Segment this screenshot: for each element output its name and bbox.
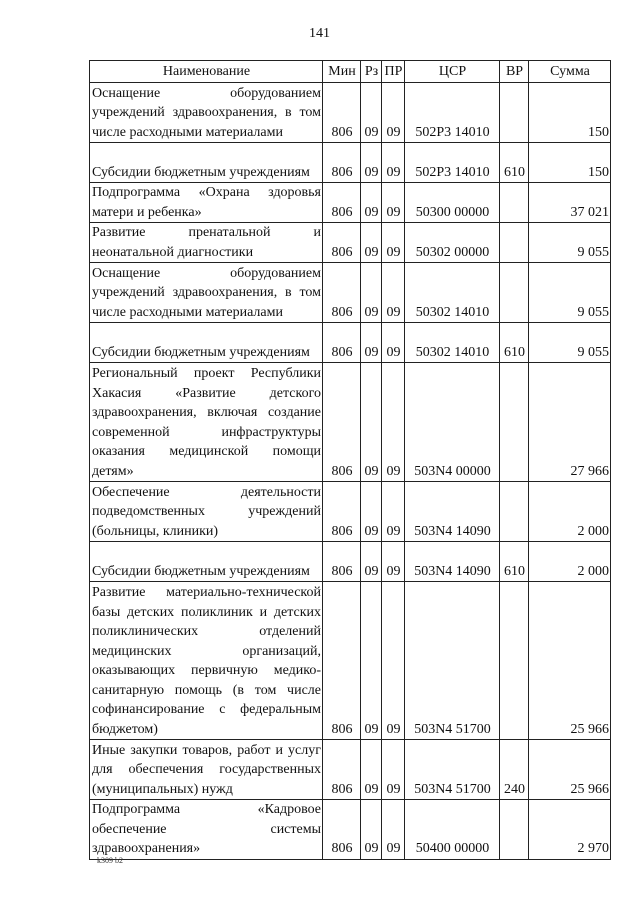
cell-pr: 09 bbox=[382, 183, 405, 223]
header-rz: Рз bbox=[361, 61, 382, 83]
cell-vr: 610 bbox=[500, 143, 529, 183]
cell-csr: 50302 14010 bbox=[405, 323, 500, 363]
cell-name: Субсидии бюджетным учреждениям bbox=[90, 143, 323, 183]
cell-rz: 09 bbox=[361, 363, 382, 482]
cell-vr bbox=[500, 183, 529, 223]
header-name: Наименование bbox=[90, 61, 323, 83]
cell-sum: 27 966 bbox=[529, 363, 611, 482]
table-row bbox=[90, 183, 611, 223]
cell-pr: 09 bbox=[382, 582, 405, 740]
cell-sum: 25 966 bbox=[529, 740, 611, 800]
table-row bbox=[90, 542, 611, 582]
cell-pr: 09 bbox=[382, 83, 405, 143]
cell-csr: 50300 00000 bbox=[405, 183, 500, 223]
table-row bbox=[90, 740, 611, 800]
cell-pr: 09 bbox=[382, 800, 405, 860]
table-header-row bbox=[90, 61, 611, 83]
table-row bbox=[90, 363, 611, 482]
budget-table bbox=[89, 60, 611, 860]
cell-min: 806 bbox=[323, 740, 361, 800]
cell-sum: 150 bbox=[529, 83, 611, 143]
cell-sum: 2 000 bbox=[529, 542, 611, 582]
cell-pr: 09 bbox=[382, 323, 405, 363]
cell-sum: 9 055 bbox=[529, 223, 611, 263]
header-vr: ВР bbox=[500, 61, 529, 83]
cell-rz: 09 bbox=[361, 800, 382, 860]
cell-sum: 2 000 bbox=[529, 482, 611, 542]
cell-vr bbox=[500, 263, 529, 323]
table-row bbox=[90, 143, 611, 183]
cell-rz: 09 bbox=[361, 740, 382, 800]
cell-name: Оснащение оборудованием учреждений здравоохранения, в том числе расходными материалами bbox=[90, 263, 323, 323]
cell-rz: 09 bbox=[361, 323, 382, 363]
cell-min: 806 bbox=[323, 582, 361, 740]
cell-name: Региональный проект Республики Хакасия «Развитие детского здравоохранения, включая создание современной инфраструктуры оказания медицинской помощи детям» bbox=[90, 363, 323, 482]
cell-rz: 09 bbox=[361, 582, 382, 740]
cell-name: Развитие материально-технической базы детских поликлиник и детских поликлинических отделений медицинских организаций, оказывающих первичную медико-санитарную помощь (в том числе софинансирование с федеральным бюджетом) bbox=[90, 582, 323, 740]
cell-name: Оснащение оборудованием учреждений здравоохранения, в том числе расходными материалами bbox=[90, 83, 323, 143]
cell-min: 806 bbox=[323, 83, 361, 143]
table-row bbox=[90, 323, 611, 363]
footer-code: k309 b2 bbox=[97, 856, 123, 865]
cell-sum: 9 055 bbox=[529, 263, 611, 323]
cell-rz: 09 bbox=[361, 183, 382, 223]
cell-pr: 09 bbox=[382, 740, 405, 800]
table-row bbox=[90, 263, 611, 323]
cell-name: Подпрограмма «Охрана здоровья матери и ребенка» bbox=[90, 183, 323, 223]
cell-csr: 503N4 00000 bbox=[405, 363, 500, 482]
cell-min: 806 bbox=[323, 223, 361, 263]
cell-min: 806 bbox=[323, 323, 361, 363]
cell-vr bbox=[500, 223, 529, 263]
cell-name: Субсидии бюджетным учреждениям bbox=[90, 323, 323, 363]
cell-rz: 09 bbox=[361, 223, 382, 263]
cell-sum: 2 970 bbox=[529, 800, 611, 860]
cell-rz: 09 bbox=[361, 263, 382, 323]
cell-min: 806 bbox=[323, 482, 361, 542]
cell-min: 806 bbox=[323, 183, 361, 223]
cell-rz: 09 bbox=[361, 143, 382, 183]
cell-sum: 25 966 bbox=[529, 582, 611, 740]
table-row bbox=[90, 223, 611, 263]
header-min: Мин bbox=[323, 61, 361, 83]
cell-pr: 09 bbox=[382, 223, 405, 263]
cell-min: 806 bbox=[323, 542, 361, 582]
cell-csr: 503N4 51700 bbox=[405, 740, 500, 800]
table-row bbox=[90, 482, 611, 542]
table-row bbox=[90, 83, 611, 143]
cell-vr bbox=[500, 363, 529, 482]
cell-vr bbox=[500, 800, 529, 860]
cell-sum: 37 021 bbox=[529, 183, 611, 223]
cell-name: Подпрограмма «Кадровое обеспечение системы здравоохранения» bbox=[90, 800, 323, 860]
cell-csr: 503N4 14090 bbox=[405, 542, 500, 582]
cell-min: 806 bbox=[323, 800, 361, 860]
cell-sum: 150 bbox=[529, 143, 611, 183]
cell-vr: 240 bbox=[500, 740, 529, 800]
cell-vr: 610 bbox=[500, 323, 529, 363]
cell-pr: 09 bbox=[382, 482, 405, 542]
cell-min: 806 bbox=[323, 143, 361, 183]
cell-name: Иные закупки товаров, работ и услуг для обеспечения государственных (муниципальных) нужд bbox=[90, 740, 323, 800]
header-pr: ПР bbox=[382, 61, 405, 83]
cell-vr: 610 bbox=[500, 542, 529, 582]
cell-vr bbox=[500, 582, 529, 740]
cell-name: Субсидии бюджетным учреждениям bbox=[90, 542, 323, 582]
cell-sum: 9 055 bbox=[529, 323, 611, 363]
header-sum: Сумма bbox=[529, 61, 611, 83]
table-row bbox=[90, 800, 611, 860]
cell-vr bbox=[500, 83, 529, 143]
cell-csr: 50400 00000 bbox=[405, 800, 500, 860]
cell-csr: 50302 00000 bbox=[405, 223, 500, 263]
cell-name: Обеспечение деятельности подведомственных учреждений (больницы, клиники) bbox=[90, 482, 323, 542]
cell-pr: 09 bbox=[382, 143, 405, 183]
cell-rz: 09 bbox=[361, 482, 382, 542]
cell-name: Развитие пренатальной и неонатальной диагностики bbox=[90, 223, 323, 263]
cell-csr: 502Р3 14010 bbox=[405, 143, 500, 183]
cell-pr: 09 bbox=[382, 263, 405, 323]
cell-pr: 09 bbox=[382, 542, 405, 582]
table-row bbox=[90, 582, 611, 740]
cell-rz: 09 bbox=[361, 542, 382, 582]
page-number: 141 bbox=[309, 26, 330, 41]
cell-vr bbox=[500, 482, 529, 542]
header-csr: ЦСР bbox=[405, 61, 500, 83]
cell-csr: 50302 14010 bbox=[405, 263, 500, 323]
cell-min: 806 bbox=[323, 263, 361, 323]
cell-csr: 503N4 14090 bbox=[405, 482, 500, 542]
cell-csr: 503N4 51700 bbox=[405, 582, 500, 740]
cell-pr: 09 bbox=[382, 363, 405, 482]
cell-csr: 502Р3 14010 bbox=[405, 83, 500, 143]
cell-min: 806 bbox=[323, 363, 361, 482]
cell-rz: 09 bbox=[361, 83, 382, 143]
